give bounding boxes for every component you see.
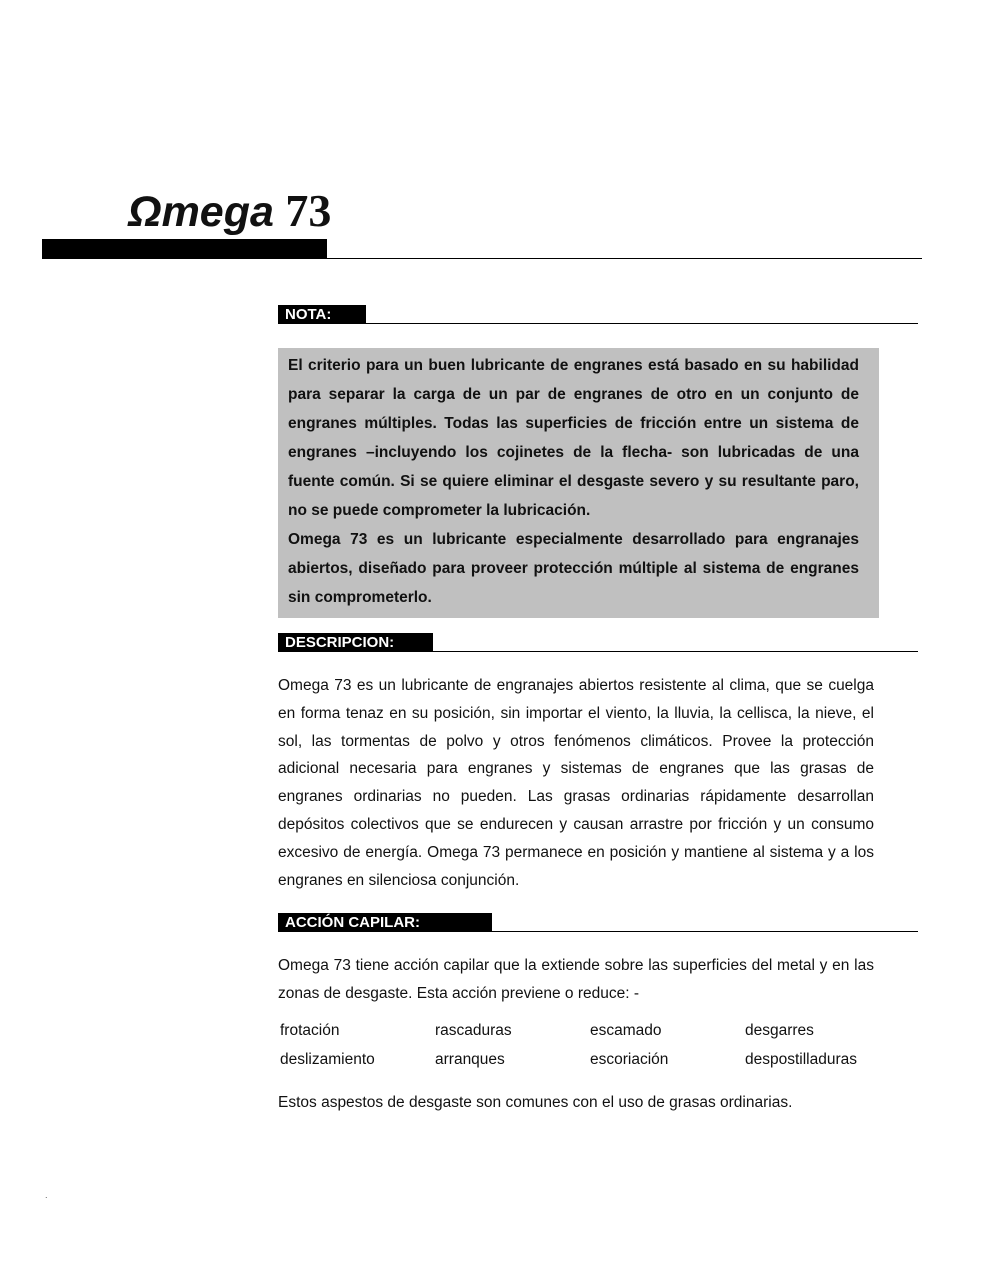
accion-intro-text: Omega 73 tiene acción capilar que la extiende sobre las superficies del metal y en las zonas de desgaste. Esta acción previene o reduce: -	[278, 957, 874, 1002]
term-item: escamado	[590, 1022, 662, 1039]
footer-mark: .	[45, 1190, 48, 1200]
terms-row	[280, 1045, 900, 1074]
title-number: 73	[285, 185, 332, 236]
section-label-nota: NOTA:	[278, 305, 366, 324]
term-item: desgarres	[745, 1022, 814, 1039]
title-omega-symbol: Ω	[128, 188, 162, 236]
wear-terms-table	[280, 1016, 900, 1074]
term-item: frotación	[280, 1022, 340, 1039]
section-rule	[278, 931, 918, 932]
note-paragraph-1: El criterio para un buen lubricante de engranes está basado en su habilidad para separar la carga de un par de engranes de otro en un conjunto de engranes múltiples. Todas las superficies de fricción entre un sistema de engranes –incluyendo los cojinetes de la flecha- son lubricadas de una fuente común. Si se quiere eliminar el desgaste severo y su resultante paro, no se puede comprometer la lubricación.	[288, 357, 859, 519]
product-title	[128, 185, 332, 236]
section-label-accion: ACCIÓN CAPILAR:	[278, 913, 492, 932]
title-bar	[42, 239, 327, 258]
note-box	[278, 348, 879, 618]
title-rule	[42, 258, 922, 259]
accion-closing-text: Estos aspestos de desgaste son comunes con el uso de grasas ordinarias.	[278, 1094, 793, 1111]
term-item: deslizamiento	[280, 1051, 375, 1068]
section-header-accion	[278, 913, 918, 932]
section-header-nota	[278, 305, 918, 324]
section-header-descripcion	[278, 633, 918, 652]
term-item: rascaduras	[435, 1022, 512, 1039]
section-rule	[278, 651, 918, 652]
title-word: mega	[161, 188, 274, 236]
term-item: despostilladuras	[745, 1051, 858, 1068]
section-label-descripcion: DESCRIPCION:	[278, 633, 433, 652]
terms-row	[280, 1016, 900, 1045]
descripcion-text: Omega 73 es un lubricante de engranajes abiertos resistente al clima, que se cuelga en forma tenaz en su posición, sin importar el viento, la lluvia, la cellisca, la nieve, el sol, las tormentas de polvo y otros fenómenos climáticos. Provee la protección adicional necesaria para engranes y sistemas de engranes que las grasas de engranes ordinarias no pueden. Las grasas ordinarias rápidamente desarrollan depósitos colectivos que se endurecen y causan arrastre por fricción y un consumo excesivo de energía. Omega 73 permanece en posición y mantiene al sistema y a los engranes en silenciosa conjunción.	[278, 677, 874, 889]
term-item: arranques	[435, 1051, 505, 1068]
term-item: escoriación	[590, 1051, 669, 1068]
note-paragraph-2: Omega 73 es un lubricante especialmente desarrollado para engranajes abiertos, diseñado para proveer protección múltiple al sistema de engranes sin comprometerlo.	[288, 531, 859, 606]
section-rule	[278, 323, 918, 324]
